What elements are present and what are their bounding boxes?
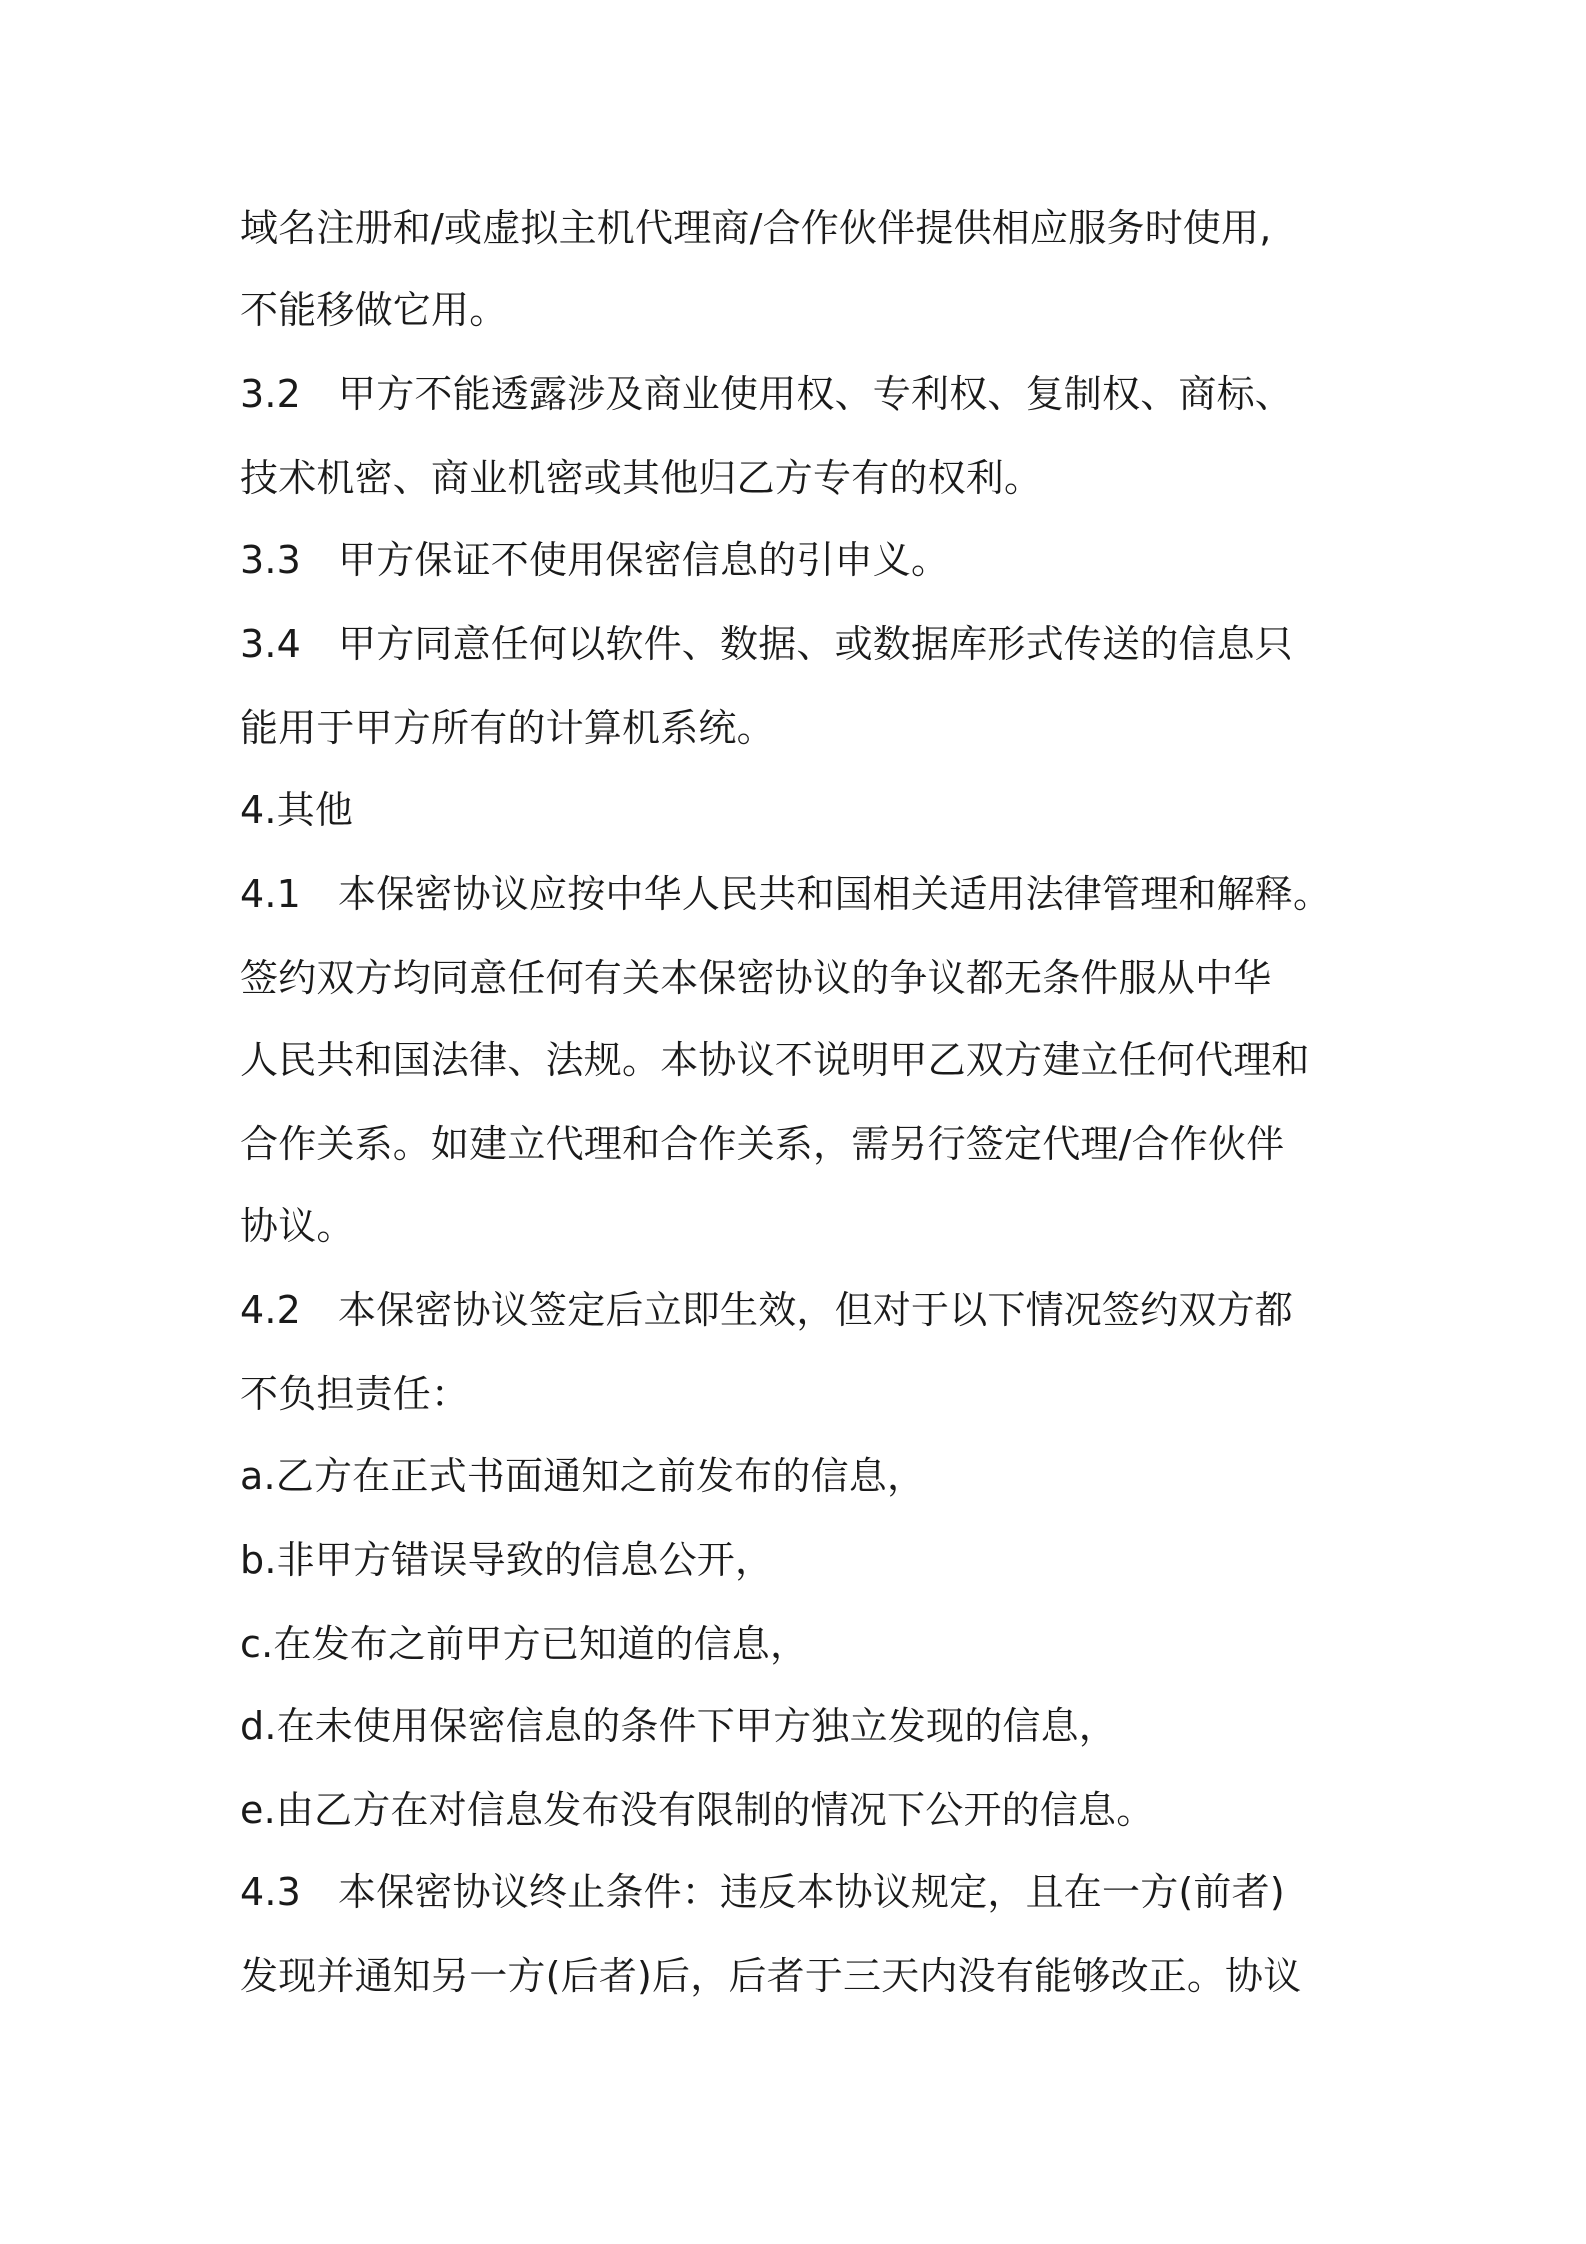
list-item <box>240 1602 1380 1686</box>
line-text: 人民共和国法律、法规。本协议不说明甲乙双方建立任何代理和 <box>240 1038 1310 1082</box>
text-line <box>240 1934 1380 2018</box>
text-line <box>240 1018 1380 1102</box>
line-text: 本保密协议终止条件：违反本协议规定，且在一方(前者) <box>338 1870 1285 1914</box>
text-line <box>240 1102 1380 1186</box>
line-text: 发现并通知另一方(后者)后，后者于三天内没有能够改正。协议 <box>240 1954 1302 1998</box>
line-text: 甲方同意任何以软件、数据、或数据库形式传送的信息只 <box>338 622 1294 666</box>
clause-number: 4.3 <box>240 1870 302 1914</box>
section-heading <box>240 768 1380 852</box>
text-line <box>240 436 1380 520</box>
line-text: 不负担责任： <box>240 1372 470 1416</box>
line-text: b.非甲方错误导致的信息公开， <box>240 1538 774 1582</box>
line-text: 协议。 <box>240 1204 355 1248</box>
line-text: a.乙方在正式书面通知之前发布的信息， <box>240 1454 926 1498</box>
clause-number: 3.4 <box>240 622 302 666</box>
text-line <box>240 686 1380 770</box>
clause-number: 3.2 <box>240 372 302 416</box>
clause-number: 4.2 <box>240 1288 302 1332</box>
list-item <box>240 1434 1380 1518</box>
line-text: 域名注册和/或虚拟主机代理商/合作伙伴提供相应服务时使用, <box>240 206 1272 250</box>
text-line <box>240 518 1380 602</box>
line-text: 技术机密、商业机密或其他归乙方专有的权利。 <box>240 456 1043 500</box>
list-item <box>240 1684 1380 1768</box>
text-line <box>240 186 1380 270</box>
line-text: e.由乙方在对信息发布没有限制的情况下公开的信息。 <box>240 1788 1155 1832</box>
line-text: 甲方保证不使用保密信息的引申义。 <box>338 538 950 582</box>
line-text: 能用于甲方所有的计算机系统。 <box>240 706 775 750</box>
list-item <box>240 1518 1380 1602</box>
text-line <box>240 268 1380 352</box>
line-text: 合作关系。如建立代理和合作关系，需另行签定代理/合作伙伴 <box>240 1122 1285 1166</box>
line-text: 本保密协议应按中华人民共和国相关适用法律管理和解释。 <box>338 872 1332 916</box>
text-line <box>240 1850 1380 1934</box>
text-line <box>240 936 1380 1020</box>
clause-number: 4.1 <box>240 872 302 916</box>
line-text: 签约双方均同意任何有关本保密协议的争议都无条件服从中华 <box>240 956 1272 1000</box>
text-line <box>240 602 1380 686</box>
line-text: 不能移做它用。 <box>240 288 508 332</box>
line-text: 甲方不能透露涉及商业使用权、专利权、复制权、商标、 <box>338 372 1294 416</box>
text-line <box>240 1268 1380 1352</box>
text-line <box>240 352 1380 436</box>
text-line <box>240 852 1380 936</box>
line-text: 本保密协议签定后立即生效，但对于以下情况签约双方都 <box>338 1288 1294 1332</box>
line-text: c.在发布之前甲方已知道的信息， <box>240 1622 809 1666</box>
clause-number: 3.3 <box>240 538 302 582</box>
list-item <box>240 1768 1380 1852</box>
line-text: 4.其他 <box>240 788 354 832</box>
line-text: d.在未使用保密信息的条件下甲方独立发现的信息， <box>240 1704 1118 1748</box>
text-line <box>240 1352 1380 1436</box>
text-line <box>240 1184 1380 1268</box>
